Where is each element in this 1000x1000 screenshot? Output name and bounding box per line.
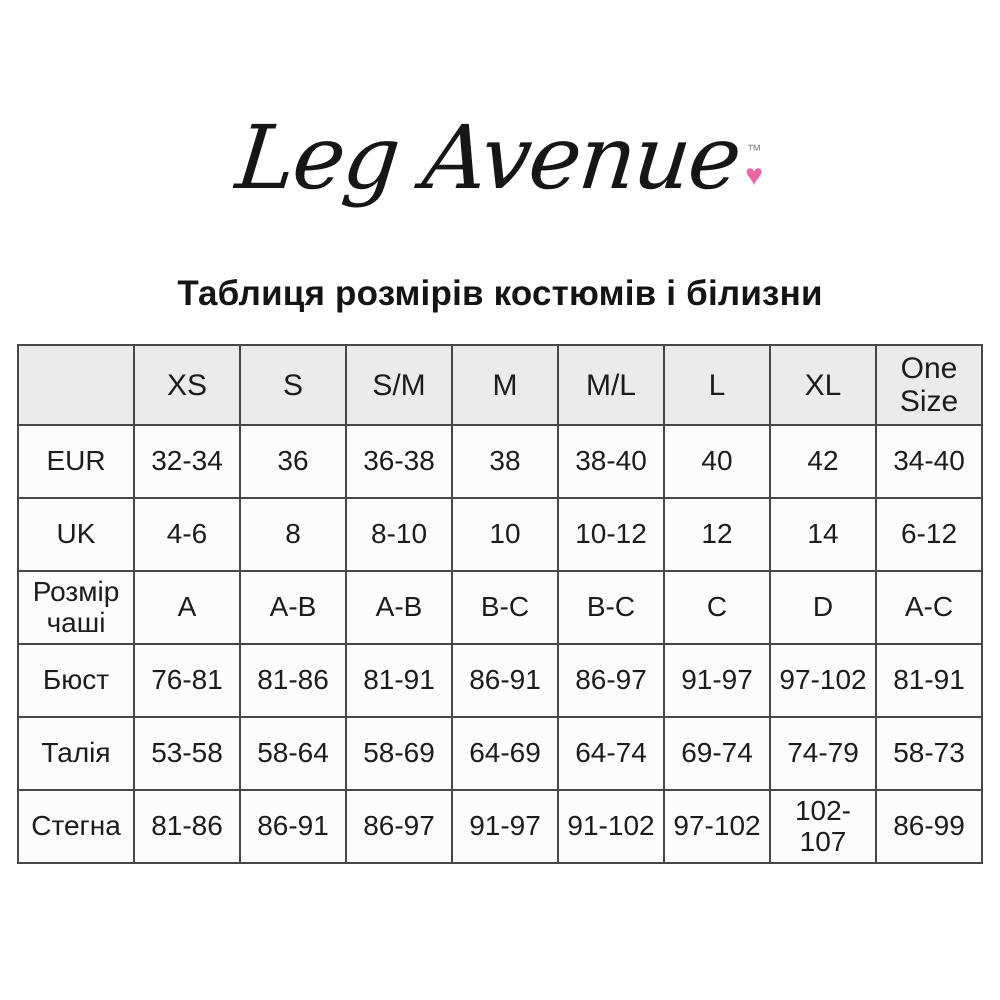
- size-cell: B-C: [558, 571, 664, 644]
- size-table-container: [17, 344, 983, 864]
- size-cell: 6-12: [876, 498, 982, 571]
- size-cell: 91-102: [558, 790, 664, 863]
- page-title: Таблиця розмірів костюмів і білизни: [177, 274, 823, 313]
- row-label: EUR: [18, 425, 134, 498]
- size-cell: C: [664, 571, 770, 644]
- size-cell: 76-81: [134, 644, 240, 717]
- size-table-body: [18, 425, 982, 863]
- size-cell: 81-86: [134, 790, 240, 863]
- column-header-l: L: [664, 345, 770, 425]
- size-cell: 86-99: [876, 790, 982, 863]
- size-cell: 36: [240, 425, 346, 498]
- size-cell: 8-10: [346, 498, 452, 571]
- size-cell: A-B: [240, 571, 346, 644]
- size-cell: 8: [240, 498, 346, 571]
- size-cell: 4-6: [134, 498, 240, 571]
- row-label: Талія: [18, 717, 134, 790]
- size-cell: 58-64: [240, 717, 346, 790]
- size-cell: 10: [452, 498, 558, 571]
- size-cell: 91-97: [452, 790, 558, 863]
- size-cell: 86-97: [346, 790, 452, 863]
- size-cell: 64-69: [452, 717, 558, 790]
- size-cell: 74-79: [770, 717, 876, 790]
- size-cell: 64-74: [558, 717, 664, 790]
- size-cell: 97-102: [664, 790, 770, 863]
- size-cell: 81-91: [876, 644, 982, 717]
- table-row: [18, 717, 982, 790]
- size-cell: 53-58: [134, 717, 240, 790]
- size-cell: 86-97: [558, 644, 664, 717]
- column-header-xl: XL: [770, 345, 876, 425]
- table-row: [18, 498, 982, 571]
- size-cell: A-C: [876, 571, 982, 644]
- size-cell: B-C: [452, 571, 558, 644]
- column-header-s: S: [240, 345, 346, 425]
- size-cell: 40: [664, 425, 770, 498]
- header-row: [18, 345, 982, 425]
- size-cell: 38: [452, 425, 558, 498]
- size-cell: 32-34: [134, 425, 240, 498]
- row-label: UK: [18, 498, 134, 571]
- row-label: Розмір чаші: [18, 571, 134, 644]
- size-cell: 10-12: [558, 498, 664, 571]
- size-cell: A: [134, 571, 240, 644]
- row-label: Стегна: [18, 790, 134, 863]
- table-row: [18, 425, 982, 498]
- row-label: Бюст: [18, 644, 134, 717]
- heart-icon: ♥: [745, 159, 763, 192]
- size-table: [17, 344, 983, 864]
- logo-mark: [745, 143, 763, 202]
- size-cell: 69-74: [664, 717, 770, 790]
- size-cell: 34-40: [876, 425, 982, 498]
- table-row: [18, 644, 982, 717]
- size-table-head: [18, 345, 982, 425]
- trademark-symbol: ™: [746, 142, 762, 159]
- column-header-m: M: [452, 345, 558, 425]
- size-cell: 97-102: [770, 644, 876, 717]
- size-cell: 91-97: [664, 644, 770, 717]
- brand-logo: [0, 0, 1000, 209]
- size-cell: 81-86: [240, 644, 346, 717]
- corner-cell: [18, 345, 134, 425]
- column-header-s-m: S/M: [346, 345, 452, 425]
- size-cell: 58-69: [346, 717, 452, 790]
- column-header-xs: XS: [134, 345, 240, 425]
- size-cell: 81-91: [346, 644, 452, 717]
- size-cell: 42: [770, 425, 876, 498]
- size-cell: 36-38: [346, 425, 452, 498]
- column-header-one-size: One Size: [876, 345, 982, 425]
- size-cell: 86-91: [240, 790, 346, 863]
- size-cell: D: [770, 571, 876, 644]
- size-cell: 86-91: [452, 644, 558, 717]
- size-cell: 102-107: [770, 790, 876, 863]
- size-cell: 58-73: [876, 717, 982, 790]
- size-cell: A-B: [346, 571, 452, 644]
- size-cell: 14: [770, 498, 876, 571]
- column-header-m-l: M/L: [558, 345, 664, 425]
- size-cell: 12: [664, 498, 770, 571]
- brand-logo-text: Leg Avenue: [231, 106, 745, 209]
- table-row: [18, 571, 982, 644]
- table-row: [18, 790, 982, 863]
- size-cell: 38-40: [558, 425, 664, 498]
